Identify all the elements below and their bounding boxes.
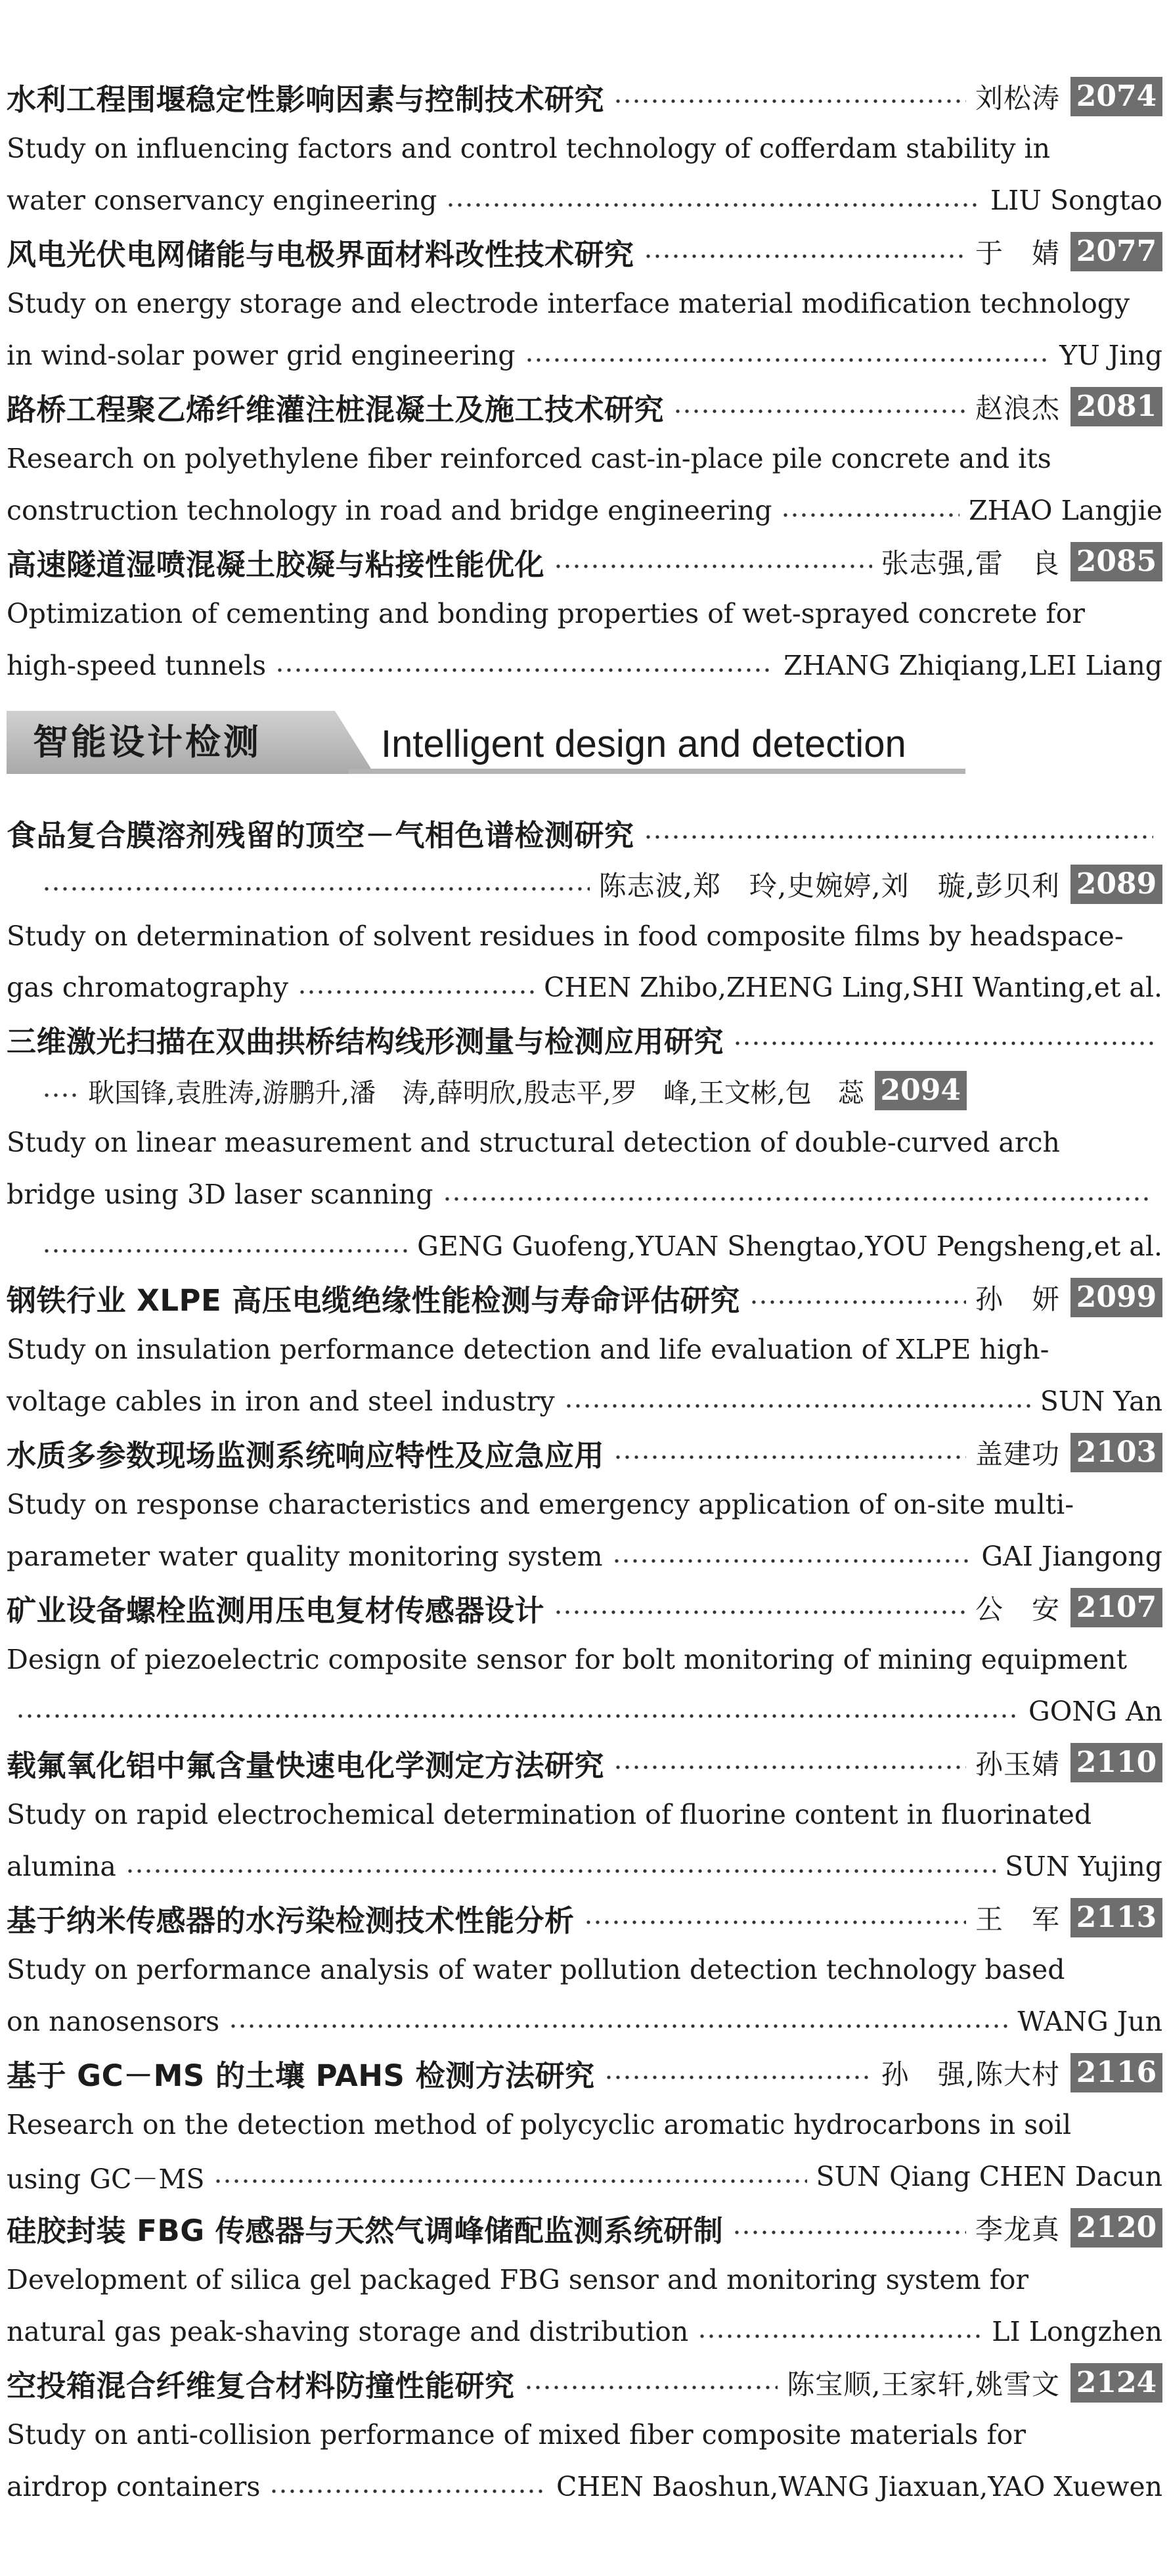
author-zh: 陈志波,郑 玲,史婉婷,刘 璇,彭贝利: [598, 870, 1060, 902]
entry-author-en-line: [7, 1376, 1162, 1427]
page-number-badge[interactable]: 2120: [1070, 2208, 1162, 2248]
entry-title-en-line: [7, 911, 1162, 962]
title-zh: 食品复合膜溶剂残留的顶空－气相色谱检测研究: [7, 817, 634, 853]
entry-author-en-line: [7, 1996, 1162, 2047]
author-en: GENG Guofeng,YUAN Shengtao,YOU Pengsheng,et al.: [417, 1231, 1162, 1262]
author-en: ZHAO Langjie: [969, 495, 1162, 526]
page-number-badge[interactable]: 2116: [1070, 2053, 1162, 2092]
leader-dots: [564, 1386, 1031, 1417]
title-en: Research on the detection method of polycyclic aromatic hydrocarbons in soil: [7, 2109, 1072, 2140]
title-en-continued: alumina: [7, 1851, 116, 1882]
title-zh: 水利工程围堰稳定性影响因素与控制技术研究: [7, 81, 605, 117]
title-zh: 风电光伏电网储能与电极界面材料改性技术研究: [7, 237, 634, 272]
leader-dots: [697, 2316, 982, 2347]
entry-author-zh-line: [33, 1065, 1162, 1116]
title-en: Study on response characteristics and emergency application of on-site multi-: [7, 1489, 1074, 1520]
author-zh: 陈宝顺,王家轩,姚雪文: [787, 2368, 1060, 2401]
page-number-badge[interactable]: 2107: [1070, 1588, 1162, 1627]
title-en: Study on performance analysis of water pollution detection technology based: [7, 1954, 1065, 1985]
author-zh: 李龙真: [975, 2213, 1060, 2246]
leader-dots: [612, 1541, 973, 1572]
title-zh: 空投箱混合纤维复合材料防撞性能研究: [7, 2368, 515, 2403]
entry-title-en-line: [7, 1324, 1162, 1375]
title-zh: 基于 GC－MS 的土壤 PAHS 检测方法研究: [7, 2058, 595, 2093]
title-en-continued: bridge using 3D laser scanning: [7, 1179, 433, 1210]
leader-dots: [554, 1592, 966, 1623]
author-zh: 孙 强,陈大村: [881, 2058, 1060, 2090]
leader-dots: [42, 869, 590, 900]
title-en: Research on polyethylene fiber reinforced cast-in-place pile concrete and its: [7, 443, 1051, 474]
leader-dots: [781, 495, 959, 526]
author-zh: 刘松涛: [975, 82, 1060, 114]
page-number-badge[interactable]: 2081: [1070, 387, 1162, 426]
page-number-badge[interactable]: 2074: [1070, 77, 1162, 116]
author-zh: 孙 妍: [975, 1283, 1060, 1315]
entry-title-zh-line: [7, 536, 1162, 587]
author-zh: 公 安: [975, 1593, 1060, 1625]
leader-dots: [749, 1282, 966, 1313]
page-number-badge[interactable]: 2089: [1070, 865, 1162, 904]
entry-author-en-line: [7, 175, 1162, 226]
entry-title-en-line: [7, 2099, 1162, 2150]
page-number-badge[interactable]: 2110: [1070, 1743, 1162, 1782]
leader-dots: [42, 1231, 408, 1262]
author-en: LI Longzhen: [992, 2316, 1162, 2347]
leader-dots: [604, 2057, 872, 2089]
leader-dots: [446, 185, 981, 216]
entry-title-en-line: [7, 278, 1162, 329]
entry-title-en-line: [7, 1944, 1162, 1995]
title-en: Development of silica gel packaged FBG sensor and monitoring system for: [7, 2264, 1029, 2295]
entry-title-zh-line: [7, 2202, 1162, 2253]
title-zh: 路桥工程聚乙烯纤维灌注桩混凝土及施工技术研究: [7, 392, 665, 427]
page-number-badge[interactable]: 2124: [1070, 2363, 1162, 2403]
entry-author-en-line: [7, 1686, 1162, 1737]
leader-dots: [613, 81, 966, 112]
title-en: Study on anti-collision performance of mixed fiber composite materials for: [7, 2419, 1026, 2451]
title-zh: 硅胶封装 FBG 传感器与天然气调峰储配监测系统研制: [7, 2213, 724, 2248]
author-en: GAI Jiangong: [981, 1541, 1162, 1572]
entry-author-en-line: [7, 962, 1162, 1013]
entry-author-en-line: [7, 1531, 1162, 1582]
title-zh: 载氟氧化铝中氟含量快速电化学测定方法研究: [7, 1748, 605, 1783]
author-en: GONG An: [1028, 1696, 1162, 1727]
author-en: ZHANG Zhiqiang,LEI Liang: [783, 650, 1162, 681]
entry-author-en-line: [7, 640, 1162, 691]
entry-author-en-line: [7, 1841, 1162, 1892]
entry-title-en-line: [7, 1479, 1162, 1530]
entry-title-zh-line: [7, 1582, 1162, 1633]
leader-dots: [584, 1902, 966, 1933]
leader-dots: [554, 546, 872, 577]
leader-dots: [525, 340, 1050, 371]
page-number-badge[interactable]: 2094: [875, 1071, 967, 1110]
leader-dots: [275, 650, 774, 681]
title-zh: 基于纳米传感器的水污染检测技术性能分析: [7, 1903, 575, 1938]
title-zh: 水质多参数现场监测系统响应特性及应急应用: [7, 1437, 605, 1473]
author-zh: 赵浪杰: [975, 392, 1060, 424]
page-number-badge[interactable]: 2113: [1070, 1898, 1162, 1937]
entry-author-zh-line: [33, 859, 1162, 910]
entry-title-zh-line: [7, 1892, 1162, 1943]
author-en: CHEN Baoshun,WANG Jiaxuan,YAO Xuewen: [556, 2471, 1162, 2502]
entry-title-zh-line: [7, 1427, 1162, 1478]
entry-author-en-line: [7, 330, 1162, 381]
entry-title-en-line: [7, 433, 1162, 484]
entry-title-zh-line: [7, 2357, 1162, 2408]
page-number-badge[interactable]: 2099: [1070, 1278, 1162, 1317]
section-title-en: Intelligent design and detection: [381, 723, 906, 765]
entry-title-zh-line: [7, 807, 1162, 858]
leader-dots: [524, 2367, 778, 2399]
entry-title-en-line: [7, 588, 1162, 639]
title-en-continued: on nanosensors: [7, 2006, 220, 2037]
page-number-badge[interactable]: 2077: [1070, 232, 1162, 271]
title-en-continued: in wind-solar power grid engineering: [7, 340, 516, 371]
leader-dots: [732, 2212, 966, 2244]
leader-dots: [443, 1179, 1154, 1210]
entry-title-zh-line: [7, 1737, 1162, 1788]
entry-title-zh-line: [7, 71, 1162, 122]
entry-author-en-line: [7, 2306, 1162, 2357]
author-en: SUN Qiang CHEN Dacun: [816, 2161, 1162, 2192]
leader-dots: [42, 1075, 79, 1106]
entry-title-zh-line: [7, 2047, 1162, 2098]
author-zh: 于 婧: [975, 237, 1060, 269]
entry-title-en-line: [7, 2409, 1162, 2460]
title-en-continued: voltage cables in iron and steel industry: [7, 1386, 555, 1417]
entry-author-en-line: [7, 2461, 1162, 2512]
title-en: Study on determination of solvent residues in food composite films by headspace-: [7, 920, 1124, 952]
author-en: SUN Yujing: [1005, 1851, 1162, 1882]
title-en: Optimization of cementing and bonding properties of wet-sprayed concrete for: [7, 598, 1085, 629]
entry-title-zh-line: [7, 1272, 1162, 1323]
leader-dots: [733, 1023, 1153, 1054]
entry-author-en-line: [33, 1221, 1162, 1272]
entry-title-en-line: [7, 2254, 1162, 2305]
section-underline: [348, 769, 965, 774]
leader-dots: [613, 1747, 966, 1778]
leader-dots: [213, 2161, 806, 2192]
title-en-continued: parameter water quality monitoring system: [7, 1541, 603, 1572]
title-en: Study on rapid electrochemical determination of fluorine content in fluorinated: [7, 1799, 1092, 1830]
leader-dots: [613, 1437, 966, 1468]
leader-dots: [644, 236, 966, 267]
page-number-badge[interactable]: 2085: [1070, 542, 1162, 581]
entry-title-en-line: [7, 123, 1162, 174]
title-en-continued: using GC－MS: [7, 2163, 205, 2195]
entry-title-zh-line: [7, 1013, 1162, 1064]
title-en-continued: natural gas peak-shaving storage and distribution: [7, 2316, 689, 2347]
title-en: Study on linear measurement and structural detection of double-curved arch: [7, 1127, 1060, 1158]
entry-title-zh-line: [7, 226, 1162, 277]
author-en: CHEN Zhibo,ZHENG Ling,SHI Wanting,et al.: [544, 972, 1162, 1003]
title-zh: 钢铁行业 XLPE 高压电缆绝缘性能检测与寿命评估研究: [7, 1282, 740, 1318]
author-zh: 盖建功: [975, 1438, 1060, 1470]
entry-title-en-line: [7, 1169, 1162, 1220]
author-en: WANG Jun: [1017, 2006, 1162, 2037]
leader-dots: [673, 391, 966, 422]
title-zh: 高速隧道湿喷混凝土胶凝与粘接性能优化: [7, 547, 545, 582]
entry-title-en-line: [7, 1789, 1162, 1840]
title-zh: 矿业设备螺栓监测用压电复材传感器设计: [7, 1593, 545, 1628]
title-en-continued: airdrop containers: [7, 2471, 261, 2502]
entry-title-en-line: [7, 1634, 1162, 1685]
title-en: Study on influencing factors and control technology of cofferdam stability in: [7, 133, 1051, 164]
leader-dots: [269, 2471, 547, 2502]
author-en: YU Jing: [1059, 340, 1162, 371]
leader-dots: [16, 1696, 1019, 1727]
author-en: SUN Yan: [1040, 1386, 1162, 1417]
title-en: Study on energy storage and electrode interface material modification technology: [7, 288, 1130, 319]
author-en: LIU Songtao: [990, 185, 1162, 216]
entry-title-zh-line: [7, 381, 1162, 432]
entry-title-en-line: [7, 1117, 1162, 1168]
title-en-continued: high-speed tunnels: [7, 650, 267, 681]
section-title-zh: 智能设计检测: [33, 721, 261, 763]
author-zh: 孙玉婧: [975, 1748, 1060, 1780]
title-zh: 三维激光扫描在双曲拱桥结构线形测量与检测应用研究: [7, 1024, 724, 1059]
title-en-continued: water conservancy engineering: [7, 185, 437, 216]
title-en-continued: gas chromatography: [7, 972, 288, 1003]
leader-dots: [298, 972, 535, 1003]
title-en-continued: construction technology in road and bridge engineering: [7, 495, 772, 526]
author-zh: 王 军: [975, 1903, 1060, 1935]
title-en: Study on insulation performance detection and life evaluation of XLPE high-: [7, 1334, 1049, 1365]
page-number-badge[interactable]: 2103: [1070, 1433, 1162, 1472]
leader-dots: [644, 817, 1153, 848]
section-header: [7, 711, 965, 779]
author-zh: 张志强,雷 良: [881, 547, 1060, 579]
title-en: Design of piezoelectric composite sensor for bolt monitoring of mining equipment: [7, 1644, 1128, 1675]
entry-author-en-line: [7, 485, 1162, 536]
entry-author-en-line: [7, 2151, 1162, 2202]
leader-dots: [125, 1851, 996, 1882]
leader-dots: [229, 2006, 1008, 2037]
author-zh: 耿国锋,袁胜涛,游鹏升,潘 涛,薛明欣,殷志平,罗 峰,王文彬,包 蕊: [88, 1077, 864, 1108]
